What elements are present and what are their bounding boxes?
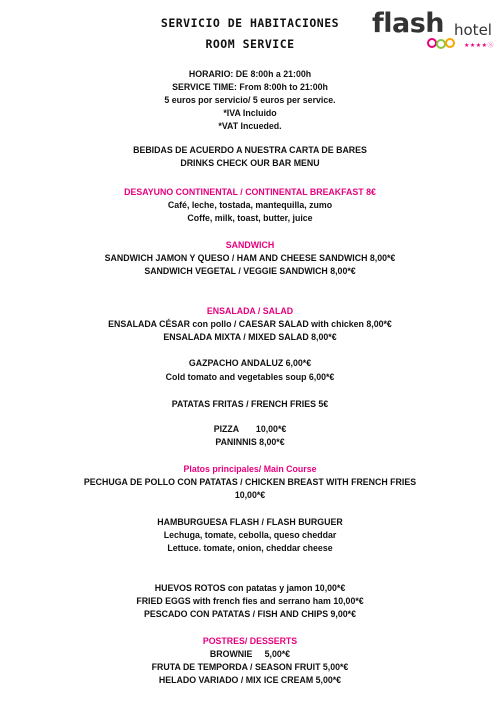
gazpacho-item: GAZPACHO ANDALUZ 6,00*€ <box>188 358 312 368</box>
info-line: HORARIO: DE 8:00h a 21:00h <box>188 69 312 79</box>
dessert-item: BROWNIE 5,00*€ <box>209 649 291 659</box>
fish-item: PESCADO CON PATATAS / FISH AND CHIPS 9,00*€ <box>144 609 356 619</box>
hotel-logo <box>372 8 494 50</box>
sandwich-item: SANDWICH VEGETAL / VEGGIE SANDWICH 8,00*€ <box>144 266 356 276</box>
pizza-item: PIZZA 10,00*€ <box>213 424 287 434</box>
logo-flash-text: flash <box>372 8 445 39</box>
fries-item: PATATAS FRITAS / FRENCH FRIES 5€ <box>171 399 329 409</box>
drinks-line: BEBIDAS DE ACUERDO A NUESTRA CARTA DE BARES <box>133 145 367 155</box>
sandwich-heading: SANDWICH <box>225 240 275 250</box>
drinks-line: DRINKS CHECK OUR BAR MENU <box>180 158 320 168</box>
paninis-item: PANINNIS 8,00*€ <box>215 437 285 447</box>
eggs-item: FRIED EGGS with french fies and serrano ham 10,00*€ <box>136 596 364 606</box>
burger-item: HAMBURGUESA FLASH / FLASH BURGUER <box>157 517 343 527</box>
main-course-heading: Platos principales/ Main Course <box>183 464 317 474</box>
burger-detail: Lettuce. tomate, onion, cheddar cheese <box>167 543 333 553</box>
logo-stars: ★★★★Ⓢ <box>464 43 495 49</box>
main-course-item: PECHUGA DE POLLO CON PATATAS / CHICKEN BREAST WITH FRENCH FRIES <box>83 477 417 487</box>
eggs-item: HUEVOS ROTOS con patatas y jamon 10,00*€ <box>154 583 346 593</box>
gazpacho-item: Cold tomato and vegetables soup 6,00*€ <box>165 372 335 382</box>
breakfast-item: Café, leche, tostada, mantequilla, zumo <box>167 200 333 210</box>
breakfast-heading: DESAYUNO CONTINENTAL / CONTINENTAL BREAKFAST 8€ <box>124 187 376 197</box>
salad-item: ENSALADA CÉSAR con pollo / CAESAR SALAD with chicken 8,00*€ <box>108 319 392 329</box>
sandwich-item: SANDWICH JAMON Y QUESO / HAM AND CHEESE SANDWICH 8,00*€ <box>104 253 396 263</box>
logo-dots-icon <box>427 37 467 51</box>
info-line: *VAT Incueded. <box>218 121 282 131</box>
info-line: *IVA Incluido <box>223 108 277 118</box>
main-course-price: 10,00*€ <box>234 490 266 500</box>
title-es: SERVICIO DE HABITACIONES <box>160 16 340 30</box>
logo-hotel-text: hotel <box>454 21 492 39</box>
breakfast-item: Coffe, milk, toast, butter, juice <box>187 213 313 223</box>
dessert-item: FRUTA DE TEMPORDA / SEASON FRUIT 5,00*€ <box>151 662 349 672</box>
title-en: ROOM SERVICE <box>205 37 295 51</box>
info-line: 5 euros por servicio/ 5 euros per service. <box>164 95 336 105</box>
salad-heading: ENSALADA / SALAD <box>206 306 294 316</box>
desserts-heading: POSTRES/ DESSERTS <box>202 636 298 646</box>
salad-item: ENSALADA MIXTA / MIXED SALAD 8,00*€ <box>163 332 337 342</box>
dessert-item: HELADO VARIADO / MIX ICE CREAM 5,00*€ <box>158 675 342 685</box>
info-line: SERVICE TIME: From 8:00h to 21:00h <box>172 82 328 92</box>
burger-detail: Lechuga, tomate, cebolla, queso cheddar <box>163 530 337 540</box>
